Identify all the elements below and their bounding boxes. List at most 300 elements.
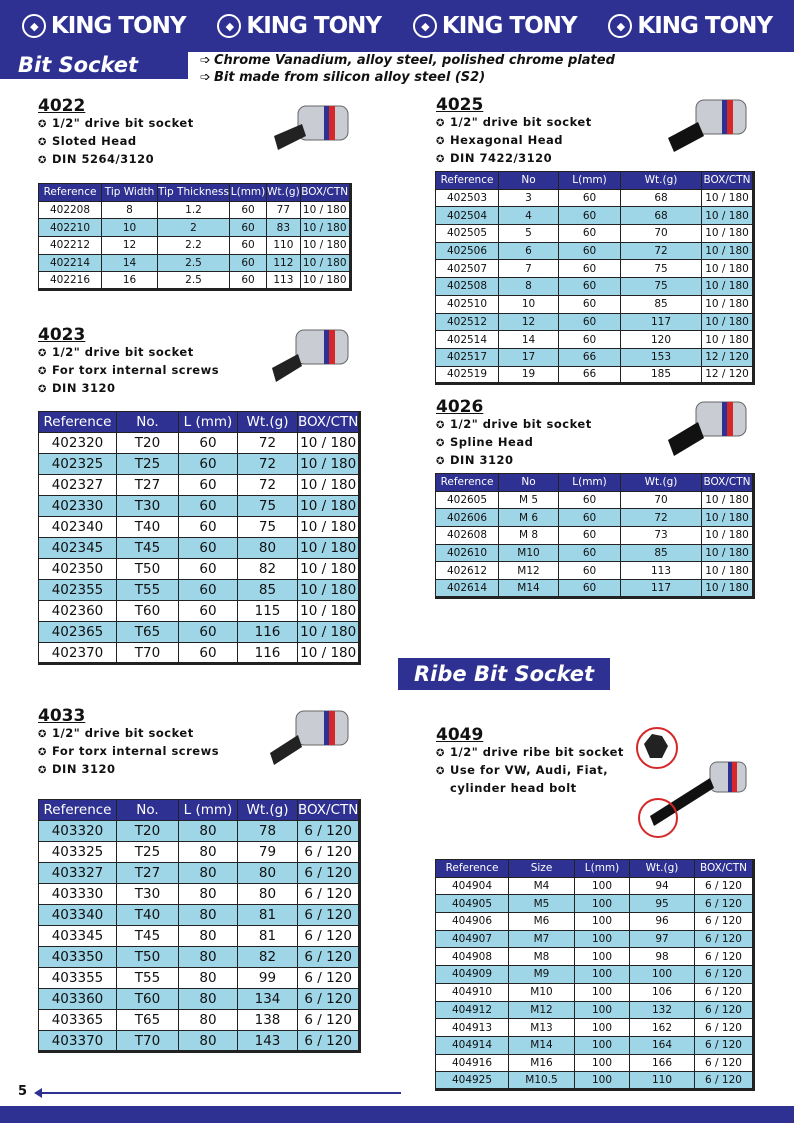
spec-line: ✪ Sloted Head: [38, 133, 194, 151]
table-cell: 81: [238, 926, 298, 947]
table-cell: 10 / 180: [702, 491, 754, 509]
table-row: [436, 527, 754, 545]
table-cell: 402340: [39, 517, 117, 538]
table-cell: 6 / 120: [695, 983, 754, 1001]
table-cell: 12 / 120: [702, 366, 754, 384]
table-row: [39, 237, 351, 255]
table-cell: 113: [267, 272, 301, 290]
table-cell: M10: [509, 983, 575, 1001]
table-cell: 2.5: [158, 254, 230, 272]
table-cell: 80: [238, 863, 298, 884]
product-4049: [436, 726, 624, 796]
table-cell: T40: [117, 517, 179, 538]
table-row: [436, 242, 754, 260]
column-header: Wt.(g): [630, 860, 695, 878]
table-cell: 10 / 180: [298, 601, 360, 622]
table-cell: 6 / 120: [695, 930, 754, 948]
column-header: Tip Width: [102, 184, 158, 202]
table-cell: 2.5: [158, 272, 230, 290]
table-cell: 100: [575, 966, 630, 984]
table-row: [436, 913, 754, 931]
bullet-icon: ✪: [38, 366, 47, 377]
table-cell: 60: [179, 433, 238, 454]
table-cell: 404906: [436, 913, 509, 931]
table-cell: 185: [621, 366, 702, 384]
table-cell: 80: [179, 905, 238, 926]
table-cell: 12: [102, 237, 158, 255]
table-cell: 82: [238, 559, 298, 580]
table-cell: 138: [238, 1010, 298, 1031]
table-cell: 106: [630, 983, 695, 1001]
table-cell: T45: [117, 926, 179, 947]
table-cell: 72: [621, 509, 702, 527]
table-cell: 10 / 180: [298, 475, 360, 496]
bullet-icon: ✪: [436, 766, 445, 777]
table-cell: 10 / 180: [702, 580, 754, 598]
table-cell: 16: [102, 272, 158, 290]
table-cell: 6 / 120: [695, 913, 754, 931]
table-cell: 72: [238, 475, 298, 496]
arrow-icon: ➩: [200, 70, 211, 85]
table-row: [436, 948, 754, 966]
spec-line: ✪ 1/2" drive bit socket: [436, 114, 592, 132]
table-cell: 402608: [436, 527, 499, 545]
table-cell: 6 / 120: [298, 1010, 360, 1031]
table-cell: 10: [499, 295, 559, 313]
table-cell: 100: [575, 1001, 630, 1019]
spec-line: ✪ For torx internal screws: [38, 362, 219, 380]
table-row: [436, 207, 754, 225]
table-cell: 70: [621, 491, 702, 509]
table-cell: 82: [238, 947, 298, 968]
table-cell: 6 / 120: [298, 947, 360, 968]
brand-name: KING TONY: [50, 13, 186, 39]
table-cell: 143: [238, 1031, 298, 1052]
product-4025: [436, 96, 592, 168]
page-title: Bit Socket: [0, 52, 188, 79]
product-code: 4026: [436, 397, 484, 417]
table-row: [39, 622, 360, 643]
table-cell: 402503: [436, 189, 499, 207]
table-cell: 100: [630, 966, 695, 984]
table-cell: 72: [238, 454, 298, 475]
table-cell: T20: [117, 821, 179, 842]
table-row: [436, 260, 754, 278]
table-cell: 402210: [39, 219, 102, 237]
table-cell: 112: [267, 254, 301, 272]
table-cell: M16: [509, 1054, 575, 1072]
table-cell: 80: [179, 1010, 238, 1031]
diamond-arrows-icon: ◆: [22, 14, 46, 38]
table-cell: T50: [117, 559, 179, 580]
table-cell: 403345: [39, 926, 117, 947]
spec-line: ✪ 1/2" drive bit socket: [38, 115, 194, 133]
table-row: [39, 219, 351, 237]
table-cell: 78: [238, 821, 298, 842]
table-cell: 404908: [436, 948, 509, 966]
table-cell: 402360: [39, 601, 117, 622]
table-cell: M7: [509, 930, 575, 948]
product-4026: [436, 398, 592, 470]
table-cell: 6 / 120: [298, 989, 360, 1010]
table-cell: 100: [575, 983, 630, 1001]
table-row: [436, 225, 754, 243]
table-cell: 116: [238, 622, 298, 643]
table-cell: 10 / 180: [300, 201, 350, 219]
brand-logo: [217, 13, 381, 39]
bullet-icon: ✪: [38, 747, 47, 758]
table-cell: 10 / 180: [298, 643, 360, 664]
table-cell: 402208: [39, 201, 102, 219]
table-row: [39, 454, 360, 475]
spec-line: ✪ Use for VW, Audi, Fiat,: [436, 762, 624, 780]
footer-bar: [0, 1106, 794, 1123]
bullet-icon: ✪: [436, 118, 445, 129]
column-header: Wt.(g): [621, 474, 702, 492]
table-cell: 402610: [436, 544, 499, 562]
table-cell: 402612: [436, 562, 499, 580]
feature-item: ➩ Bit made from silicon alloy steel (S2): [200, 70, 486, 85]
table-4026: [435, 473, 755, 599]
table-cell: 80: [179, 1031, 238, 1052]
table-cell: 402370: [39, 643, 117, 664]
feature-item: ➩ Chrome Vanadium, alloy steel, polished chrome plated: [200, 53, 615, 68]
table-cell: 403370: [39, 1031, 117, 1052]
table-cell: 60: [179, 559, 238, 580]
table-cell: 404916: [436, 1054, 509, 1072]
table-cell: 3: [499, 189, 559, 207]
spec-line: ✪ 1/2" drive bit socket: [436, 416, 592, 434]
table-cell: 60: [179, 643, 238, 664]
bullet-icon: ✪: [436, 438, 445, 449]
spec-line: ✪ 1/2" drive ribe bit socket: [436, 744, 624, 762]
table-cell: 17: [499, 348, 559, 366]
table-cell: 403325: [39, 842, 117, 863]
table-cell: 70: [621, 225, 702, 243]
page-number: 5: [18, 1084, 28, 1099]
product-code: 4025: [436, 95, 484, 115]
table-row: [39, 1031, 360, 1052]
table-row: [436, 877, 754, 895]
bullet-icon: ✪: [436, 420, 445, 431]
table-row: [39, 538, 360, 559]
table-cell: M14: [499, 580, 559, 598]
table-cell: 80: [179, 968, 238, 989]
table-cell: 85: [621, 295, 702, 313]
table-cell: 8: [499, 278, 559, 296]
table-row: [436, 580, 754, 598]
table-cell: 1.2: [158, 201, 230, 219]
table-cell: 132: [630, 1001, 695, 1019]
back-arrow-icon: [36, 1092, 401, 1094]
table-row: [436, 1054, 754, 1072]
column-header: Reference: [39, 184, 102, 202]
table-cell: 80: [238, 538, 298, 559]
table-row: [436, 278, 754, 296]
bullet-icon: ✪: [436, 748, 445, 759]
table-cell: T70: [117, 643, 179, 664]
table-cell: 402614: [436, 580, 499, 598]
table-cell: T27: [117, 863, 179, 884]
table-cell: 402505: [436, 225, 499, 243]
table-row: [39, 272, 351, 290]
table-cell: M8: [509, 948, 575, 966]
table-cell: 72: [238, 433, 298, 454]
table-cell: 10 / 180: [702, 207, 754, 225]
table-cell: T65: [117, 622, 179, 643]
table-cell: 60: [179, 538, 238, 559]
table-cell: 12: [499, 313, 559, 331]
table-4049: [435, 859, 755, 1091]
spec-line: ✪ DIN 7422/3120: [436, 150, 592, 168]
table-cell: 134: [238, 989, 298, 1010]
table-cell: M 5: [499, 491, 559, 509]
column-header: No.: [117, 800, 179, 821]
table-cell: 402325: [39, 454, 117, 475]
table-cell: 60: [559, 580, 621, 598]
column-header: BOX/CTN: [702, 474, 754, 492]
table-cell: 10 / 180: [702, 225, 754, 243]
table-4023: [38, 411, 361, 665]
table-cell: 100: [575, 877, 630, 895]
table-row: [39, 989, 360, 1010]
product-4023: [38, 326, 219, 398]
table-cell: 402327: [39, 475, 117, 496]
table-cell: 403360: [39, 989, 117, 1010]
table-cell: 402512: [436, 313, 499, 331]
table-cell: 60: [179, 475, 238, 496]
table-cell: M6: [509, 913, 575, 931]
table-cell: 5: [499, 225, 559, 243]
table-cell: 10 / 180: [702, 544, 754, 562]
table-cell: 6 / 120: [695, 1001, 754, 1019]
table-cell: 10 / 180: [702, 509, 754, 527]
table-cell: 403355: [39, 968, 117, 989]
bullet-icon: ✪: [38, 729, 47, 740]
brand-logo: [413, 13, 577, 39]
table-row: [39, 433, 360, 454]
table-row: [39, 475, 360, 496]
table-cell: M14: [509, 1036, 575, 1054]
table-row: [436, 895, 754, 913]
feature-list: [200, 52, 615, 86]
torx-bit-socket-image: [268, 705, 358, 769]
table-cell: 6 / 120: [298, 821, 360, 842]
table-cell: 10 / 180: [702, 313, 754, 331]
table-cell: T40: [117, 905, 179, 926]
bullet-icon: ✪: [38, 765, 47, 776]
table-cell: 6 / 120: [695, 948, 754, 966]
column-header: No.: [117, 412, 179, 433]
table-cell: 60: [179, 496, 238, 517]
table-cell: 6 / 120: [298, 863, 360, 884]
table-cell: 402510: [436, 295, 499, 313]
table-cell: 6 / 120: [695, 1054, 754, 1072]
table-cell: 95: [630, 895, 695, 913]
table-cell: T65: [117, 1010, 179, 1031]
spec-line: ✪ DIN 3120: [38, 761, 219, 779]
table-cell: 6 / 120: [298, 968, 360, 989]
table-cell: M12: [499, 562, 559, 580]
table-cell: 79: [238, 842, 298, 863]
spec-line: ✪ DIN 5264/3120: [38, 151, 194, 169]
table-cell: 402605: [436, 491, 499, 509]
table-row: [39, 842, 360, 863]
table-cell: T55: [117, 580, 179, 601]
brand-name: KING TONY: [441, 13, 577, 39]
table-cell: 10 / 180: [702, 527, 754, 545]
table-cell: T20: [117, 433, 179, 454]
table-row: [39, 201, 351, 219]
table-row: [436, 966, 754, 984]
table-cell: 10: [102, 219, 158, 237]
table-row: [39, 1010, 360, 1031]
table-cell: 10 / 180: [300, 254, 350, 272]
bullet-icon: ✪: [38, 155, 47, 166]
table-cell: 402330: [39, 496, 117, 517]
bullet-icon: ✪: [436, 136, 445, 147]
table-cell: T60: [117, 989, 179, 1010]
table-row: [436, 1001, 754, 1019]
table-cell: 402508: [436, 278, 499, 296]
column-header: L(mm): [575, 860, 630, 878]
diamond-arrows-icon: ◆: [413, 14, 437, 38]
table-cell: 10 / 180: [298, 559, 360, 580]
table-cell: T60: [117, 601, 179, 622]
spec-line: ✪ DIN 3120: [38, 380, 219, 398]
hex-bit-socket-image: [268, 96, 358, 160]
table-cell: 153: [621, 348, 702, 366]
column-header: Reference: [436, 860, 509, 878]
column-header: BOX/CTN: [298, 412, 360, 433]
table-row: [39, 821, 360, 842]
table-cell: 10 / 180: [702, 562, 754, 580]
table-cell: 80: [238, 884, 298, 905]
table-row: [39, 947, 360, 968]
table-row: [436, 1072, 754, 1090]
column-header: BOX/CTN: [298, 800, 360, 821]
spec-line: cylinder head bolt: [450, 781, 577, 795]
table-cell: 402350: [39, 559, 117, 580]
table-row: [436, 544, 754, 562]
table-cell: 403330: [39, 884, 117, 905]
spec-line: ✪ For torx internal screws: [38, 743, 219, 761]
table-cell: 402355: [39, 580, 117, 601]
arrow-icon: ➩: [200, 53, 211, 68]
table-cell: 6 / 120: [695, 1019, 754, 1037]
column-header: Reference: [436, 172, 499, 190]
product-code: 4023: [38, 325, 86, 345]
table-row: [436, 348, 754, 366]
table-cell: 4: [499, 207, 559, 225]
table-cell: 164: [630, 1036, 695, 1054]
table-cell: M5: [509, 895, 575, 913]
table-cell: 403327: [39, 863, 117, 884]
spec-line: ✪ DIN 3120: [436, 452, 592, 470]
table-cell: 6 / 120: [298, 1031, 360, 1052]
table-row: [39, 926, 360, 947]
table-cell: 166: [630, 1054, 695, 1072]
table-cell: 10 / 180: [298, 454, 360, 475]
brand-logo: [22, 13, 186, 39]
table-row: [436, 331, 754, 349]
table-row: [39, 559, 360, 580]
table-cell: 100: [575, 1019, 630, 1037]
table-cell: 66: [559, 366, 621, 384]
table-row: [436, 295, 754, 313]
product-4022: [38, 97, 194, 169]
table-cell: 75: [621, 278, 702, 296]
table-cell: 404912: [436, 1001, 509, 1019]
table-cell: 6 / 120: [695, 966, 754, 984]
table-cell: 404925: [436, 1072, 509, 1090]
bullet-icon: ✪: [436, 154, 445, 165]
spec-line: ✪ 1/2" drive bit socket: [38, 725, 219, 743]
table-cell: 60: [559, 491, 621, 509]
column-header: L(mm): [559, 172, 621, 190]
table-cell: 10 / 180: [298, 538, 360, 559]
column-header: L (mm): [179, 800, 238, 821]
table-cell: 402506: [436, 242, 499, 260]
table-cell: 117: [621, 313, 702, 331]
column-header: BOX/CTN: [702, 172, 754, 190]
table-cell: 110: [267, 237, 301, 255]
table-cell: 10 / 180: [298, 517, 360, 538]
table-cell: 60: [559, 278, 621, 296]
table-row: [39, 580, 360, 601]
table-cell: 10 / 180: [300, 237, 350, 255]
table-cell: 19: [499, 366, 559, 384]
table-cell: 60: [559, 527, 621, 545]
table-cell: 60: [179, 601, 238, 622]
ribe-bit-socket-image: [630, 722, 754, 840]
diamond-arrows-icon: ◆: [217, 14, 241, 38]
bullet-icon: ✪: [38, 119, 47, 130]
table-cell: M13: [509, 1019, 575, 1037]
table-row: [39, 601, 360, 622]
table-cell: 96: [630, 913, 695, 931]
column-header: No: [499, 474, 559, 492]
table-cell: 60: [559, 313, 621, 331]
table-cell: 10 / 180: [702, 189, 754, 207]
table-cell: 8: [102, 201, 158, 219]
column-header: Reference: [436, 474, 499, 492]
table-cell: 60: [559, 225, 621, 243]
table-cell: 60: [230, 237, 267, 255]
column-header: Reference: [39, 412, 117, 433]
table-row: [39, 517, 360, 538]
product-4033: [38, 707, 219, 779]
table-cell: 100: [575, 1054, 630, 1072]
table-cell: 73: [621, 527, 702, 545]
table-cell: 60: [230, 219, 267, 237]
table-cell: 60: [559, 189, 621, 207]
table-row: [39, 884, 360, 905]
table-row: [436, 313, 754, 331]
table-cell: 100: [575, 895, 630, 913]
table-row: [436, 562, 754, 580]
table-cell: 75: [238, 517, 298, 538]
table-row: [39, 254, 351, 272]
table-cell: 404904: [436, 877, 509, 895]
table-cell: T30: [117, 884, 179, 905]
hex-bit-socket-image: [664, 94, 754, 158]
column-header: Tip Thickness: [158, 184, 230, 202]
table-cell: 100: [575, 913, 630, 931]
table-cell: 403320: [39, 821, 117, 842]
table-cell: 100: [575, 1072, 630, 1090]
table-cell: 60: [559, 544, 621, 562]
